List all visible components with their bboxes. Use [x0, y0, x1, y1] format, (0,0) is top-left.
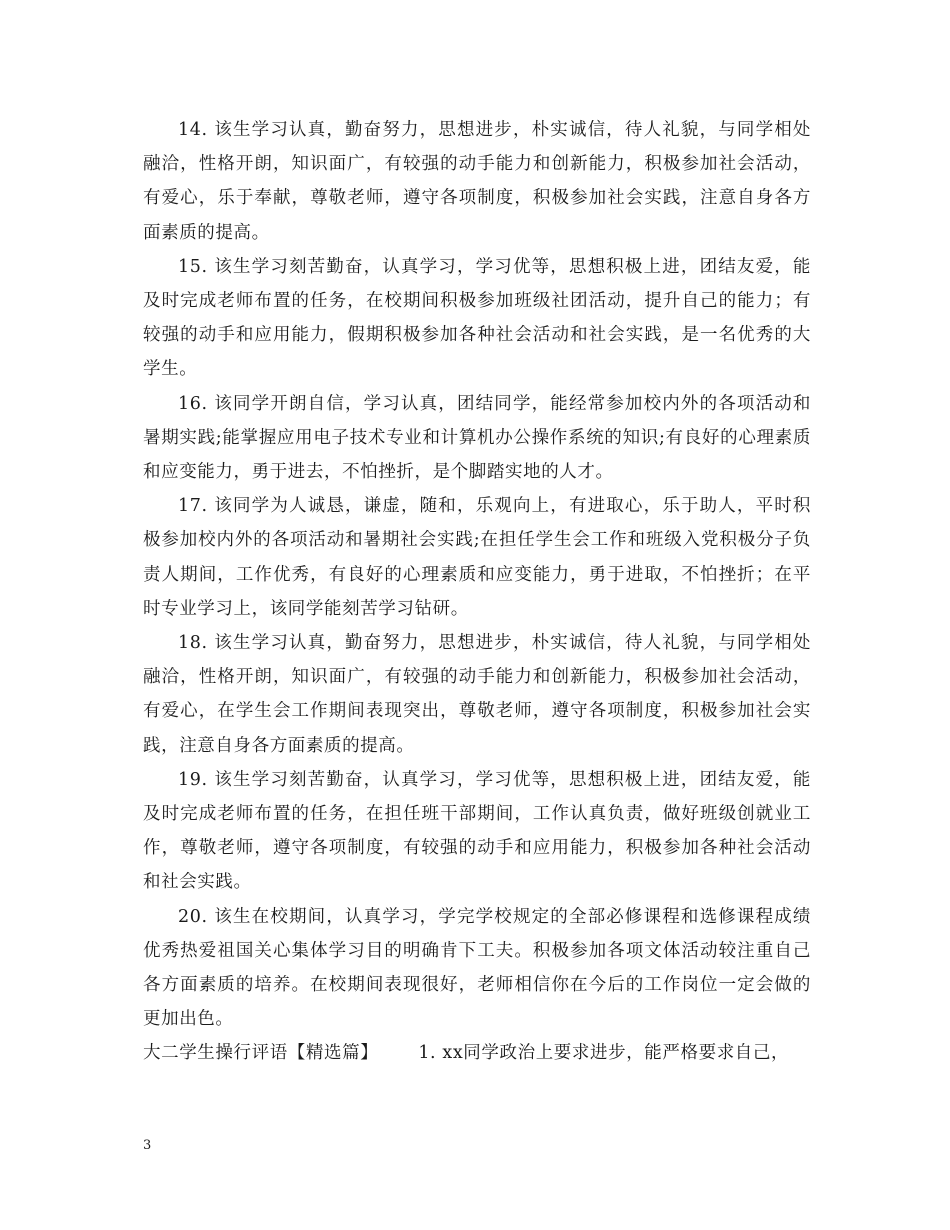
paragraph-18: 18. 该生学习认真，勤奋努力，思想进步，朴实诚信，待人礼貌，与同学相处融洽，性格开朗，知识面广，有较强的动手能力和创新能力，积极参加社会活动，有爱心，在学生会工作期间表现突出，尊敬老师，遵守各项制度，积极参加社会实践，注意自身各方面素质的提高。 — [143, 633, 811, 756]
paragraph-16: 16. 该同学开朗自信，学习认真，团结同学，能经常参加校内外的各项活动和暑期实践;能掌握应用电子技术专业和计算机办公操作系统的知识;有良好的心理素质和应变能力，勇于进去，不怕挫折，是个脚踏实地的人才。 — [143, 393, 811, 483]
paragraph-14: 14. 该生学习认真，勤奋努力，思想进步，朴实诚信，待人礼貌，与同学相处融洽，性格开朗，知识面广，有较强的动手能力和创新能力，积极参加社会活动，有爱心，乐于奉献，尊敬老师，遵守各项制度，积极参加社会实践，注意自身各方面素质的提高。 — [143, 120, 811, 243]
page-number: 3 — [143, 1138, 152, 1153]
section-line — [143, 1036, 811, 1070]
paragraph-19: 19. 该生学习刻苦勤奋，认真学习，学习优等，思想积极上进，团结友爱，能及时完成老师布置的任务，在担任班干部期间，工作认真负责，做好班级创就业工作，尊敬老师，遵守各项制度，有较强的动手和应用能力，积极参加各种社会活动和社会实践。 — [143, 769, 811, 893]
section-heading: 大二学生操行评语【精选篇】 — [143, 1043, 379, 1064]
paragraph-17: 17. 该同学为人诚恳，谦虚，随和，乐观向上，有进取心，乐于助人，平时积极参加校内外的各项活动和暑期社会实践;在担任学生会工作和班级入党积极分子负责人期间，工作优秀，有良好的心理素质和应变能力，勇于进取，不怕挫折；在平时专业学习上，该同学能刻苦学习钻研。 — [143, 496, 811, 619]
trailing-text: 1. xx同学政治上要求进步，能严格要求自己， — [418, 1043, 790, 1064]
paragraph-20: 20. 该生在校期间，认真学习，学完学校规定的全部必修课程和选修课程成绩优秀热爱祖国关心集体学习目的明确肯下工夫。积极参加各项文体活动较注重自己各方面素质的培养。在校期间表现很好，老师相信你在今后的工作岗位一定会做的更加出色。 — [143, 906, 811, 1030]
paragraph-15: 15. 该生学习刻苦勤奋，认真学习，学习优等，思想积极上进，团结友爱，能及时完成老师布置的任务，在校期间积极参加班级社团活动，提升自己的能力；有较强的动手和应用能力，假期积极参加各种社会活动和社会实践，是一名优秀的大学生。 — [143, 256, 811, 380]
document-body — [143, 113, 811, 1071]
